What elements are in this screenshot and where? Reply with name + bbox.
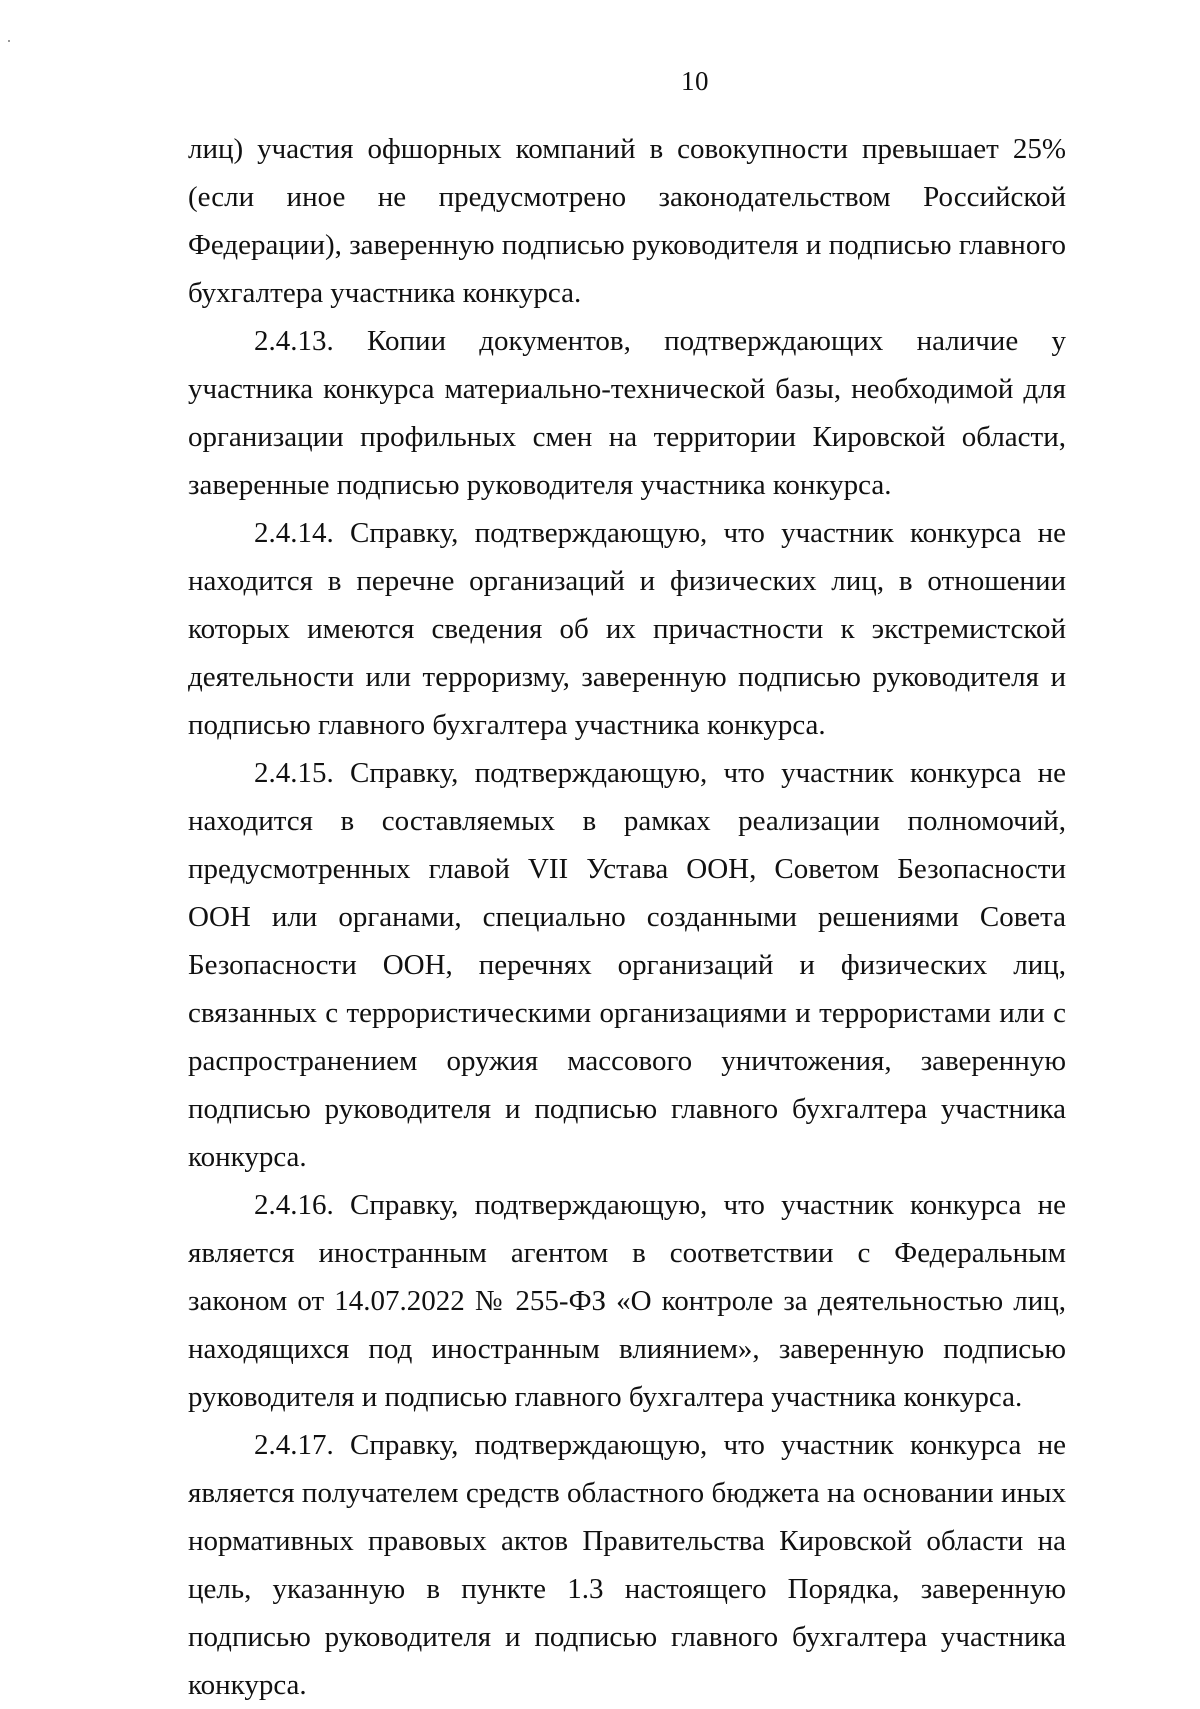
document-body [188, 125, 1066, 1709]
scan-speck [8, 40, 10, 42]
paragraph-2-4-17: 2.4.17. Справку, подтверждающую, что участник конкурса не является получателем средств областного бюджета на основании иных нормативных правовых актов Правительства Кировской области на цель, указанную в пункте 1.3 настоящего Порядка, заверенную подписью руководителя и подписью главного бухгалтера участника конкурса. [188, 1429, 1066, 1701]
paragraph-2-4-15: 2.4.15. Справку, подтверждающую, что участник конкурса не находится в составляемых в рамках реализации полномочий, предусмотренных главой VII Устава ООН, Советом Безопасности ООН или органами, специально созданными решениями Совета Безопасности ООН, перечнях организаций и физических лиц, связанных с террористическими организациями и террористами или с распространением оружия массового уничтожения, заверенную подписью руководителя и подписью главного бухгалтера участника конкурса. [188, 757, 1066, 1173]
paragraph-2-4-16: 2.4.16. Справку, подтверждающую, что участник конкурса не является иностранным агентом в соответствии с Федеральным законом от 14.07.2022 № 255-ФЗ «О контроле за деятельностью лиц, находящихся под иностранным влиянием», заверенную подписью руководителя и подписью главного бухгалтера участника конкурса. [188, 1189, 1066, 1413]
paragraph-continuation: лиц) участия офшорных компаний в совокупности превышает 25% (если иное не предусмотрено законодательством Российской Федерации), заверенную подписью руководителя и подписью главного бухгалтера участника конкурса. [188, 133, 1066, 309]
page-number: 10 [681, 66, 709, 96]
paragraph-2-4-13: 2.4.13. Копии документов, подтверждающих наличие у участника конкурса материально-технической базы, необходимой для организации профильных смен на территории Кировской области, заверенные подписью руководителя участника конкурса. [188, 325, 1066, 501]
paragraph-2-4-14: 2.4.14. Справку, подтверждающую, что участник конкурса не находится в перечне организаций и физических лиц, в отношении которых имеются сведения об их причастности к экстремистской деятельности или терроризму, заверенную подписью руководителя и подписью главного бухгалтера участника конкурса. [188, 517, 1066, 741]
